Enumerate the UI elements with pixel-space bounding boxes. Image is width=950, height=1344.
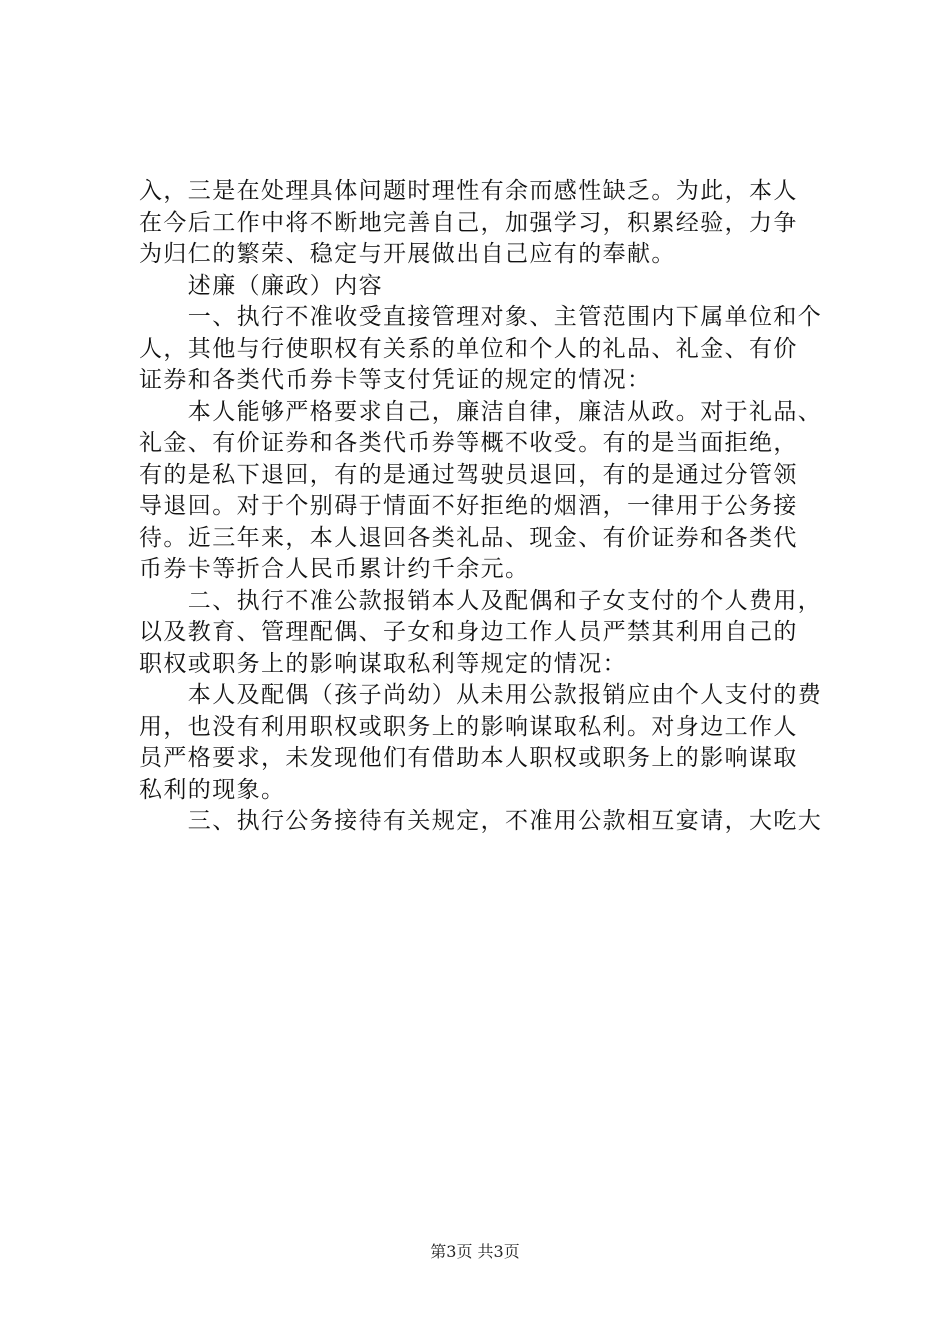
text-line: 员严格要求，未发现他们有借助本人职权或职务上的影响谋取	[139, 745, 798, 771]
text-line: 职权或职务上的影响谋取私利等规定的情况：	[139, 650, 627, 677]
text-line: 三、执行公务接待有关规定，不准用公款相互宴请，大吃大	[139, 808, 823, 834]
text-line: 为归仁的繁荣、稳定与开展做出自己应有的奉献。	[139, 241, 676, 267]
document-body	[139, 176, 839, 838]
text-line: 本人及配偶（孩子尚幼）从未用公款报销应由个人支付的费	[139, 682, 823, 708]
text-line: 用，也没有利用职权或职务上的影响谋取私利。对身边工作人	[139, 713, 798, 740]
text-line: 以及教育、管理配偶、子女和身边工作人员严禁其利用自己的	[139, 619, 798, 645]
text-line: 在今后工作中将不断地完善自己，加强学习，积累经验，力争	[139, 209, 798, 236]
text-line: 人，其他与行使职权有关系的单位和个人的礼品、礼金、有价	[139, 335, 798, 362]
text-line: 礼金、有价证券和各类代币券等概不收受。有的是当面拒绝，	[139, 430, 798, 456]
text-line: 一、执行不准收受直接管理对象、主管范围内下属单位和个	[139, 304, 823, 330]
text-line: 有的是私下退回，有的是通过驾驶员退回，有的是通过分管领	[139, 461, 798, 488]
text-line: 本人能够严格要求自己，廉洁自律，廉洁从政。对于礼品、	[139, 398, 823, 425]
section-heading: 述廉（廉政）内容	[139, 272, 383, 299]
text-line: 待。近三年来，本人退回各类礼品、现金、有价证券和各类代	[139, 524, 798, 551]
text-line: 证券和各类代币券卡等支付凭证的规定的情况：	[139, 367, 652, 393]
text-line: 币券卡等折合人民币累计约千余元。	[139, 556, 530, 582]
text-line: 入，三是在处理具体问题时理性有余而感性缺乏。为此，本人	[139, 178, 798, 204]
text-line: 二、执行不准公款报销本人及配偶和子女支付的个人费用，	[139, 587, 823, 614]
text-line: 私利的现象。	[139, 776, 286, 803]
text-line: 导退回。对于个别碍于情面不好拒绝的烟酒，一律用于公务接	[139, 493, 798, 519]
page-number-footer: 第3页 共3页	[430, 1242, 520, 1261]
